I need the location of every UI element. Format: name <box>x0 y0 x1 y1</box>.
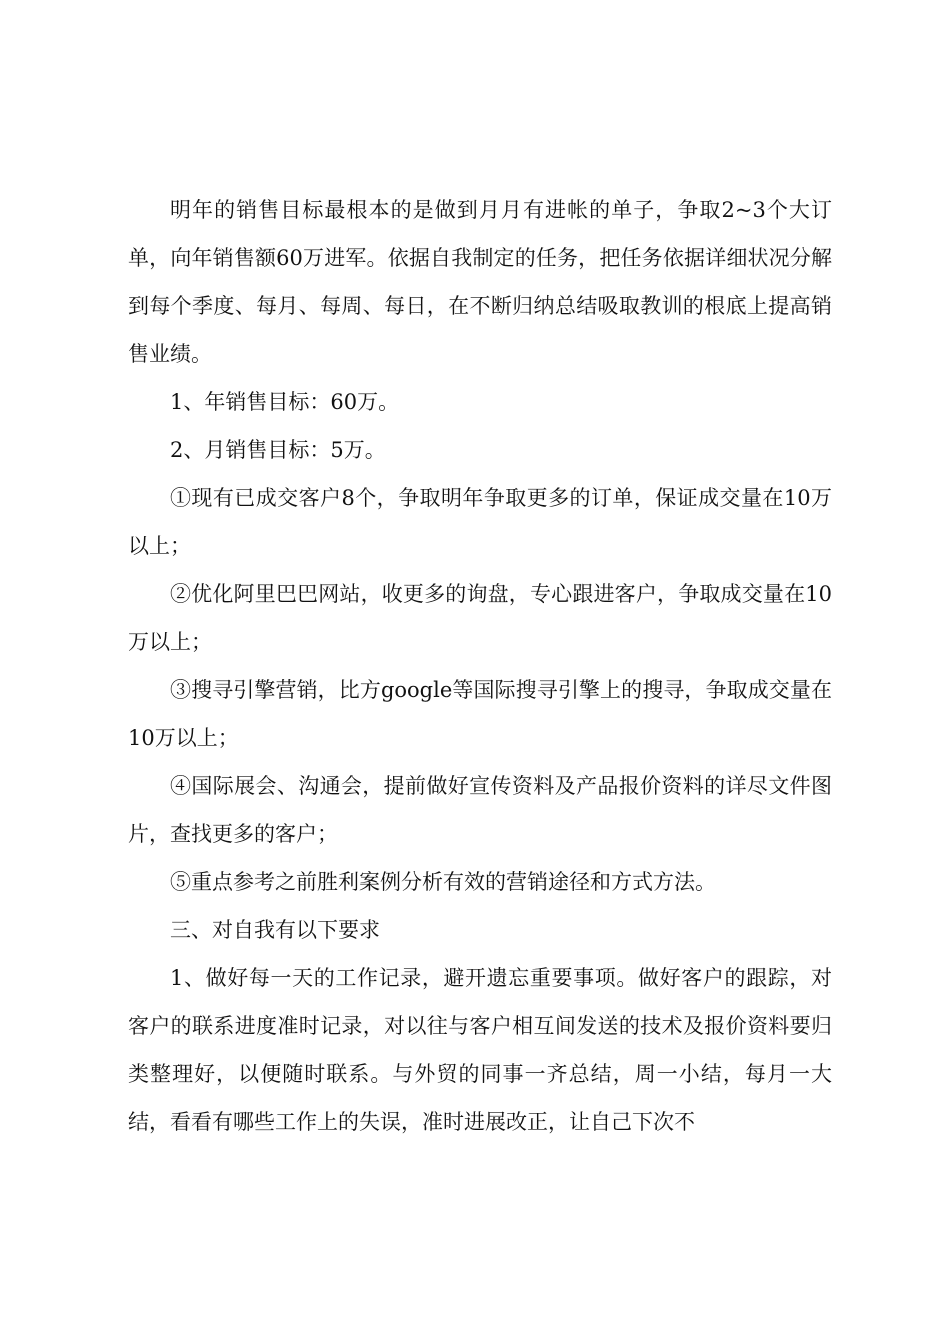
paragraph-item-5: ⑤重点参考之前胜利案例分析有效的营销途径和方式方法。 <box>170 870 716 894</box>
section-heading-self-requirements: 三、对自我有以下要求 <box>170 918 380 942</box>
paragraph-work-record: 1、做好每一天的工作记录，避开遗忘重要事项。做好客户的跟踪，对客户的联系进度准时记录，对以往与客户相互间发送的技术及报价资料要归类整理好，以便随时联系。与外贸的同事一齐总结，周一小结，每月一大结，看看有哪些工作上的失误，准时进展改正，让自己下次不 <box>128 966 832 1134</box>
paragraph-item-2: ②优化阿里巴巴网站，收更多的询盘，专心跟进客户，争取成交量在10万以上； <box>128 582 832 654</box>
paragraph-item-4: ④国际展会、沟通会，提前做好宣传资料及产品报价资料的详尽文件图片，查找更多的客户； <box>128 774 832 846</box>
paragraph-annual-target: 1、年销售目标：60万。 <box>170 390 400 414</box>
paragraph-monthly-target: 2、月销售目标：5万。 <box>170 438 386 462</box>
paragraph-item-3: ③搜寻引擎营销，比方google等国际搜寻引擎上的搜寻，争取成交量在10万以上； <box>128 678 832 750</box>
paragraph-sales-goal-intro: 明年的销售目标最根本的是做到月月有进帐的单子，争取2~3个大订单，向年销售额60万进军。依据自我制定的任务，把任务依据详细状况分解到每个季度、每月、每周、每日，在不断归纳总结吸取教训的根底上提高销售业绩。 <box>128 198 832 366</box>
document-body <box>128 186 832 1146</box>
paragraph-item-1: ①现有已成交客户8个，争取明年争取更多的订单，保证成交量在10万以上； <box>128 486 832 558</box>
